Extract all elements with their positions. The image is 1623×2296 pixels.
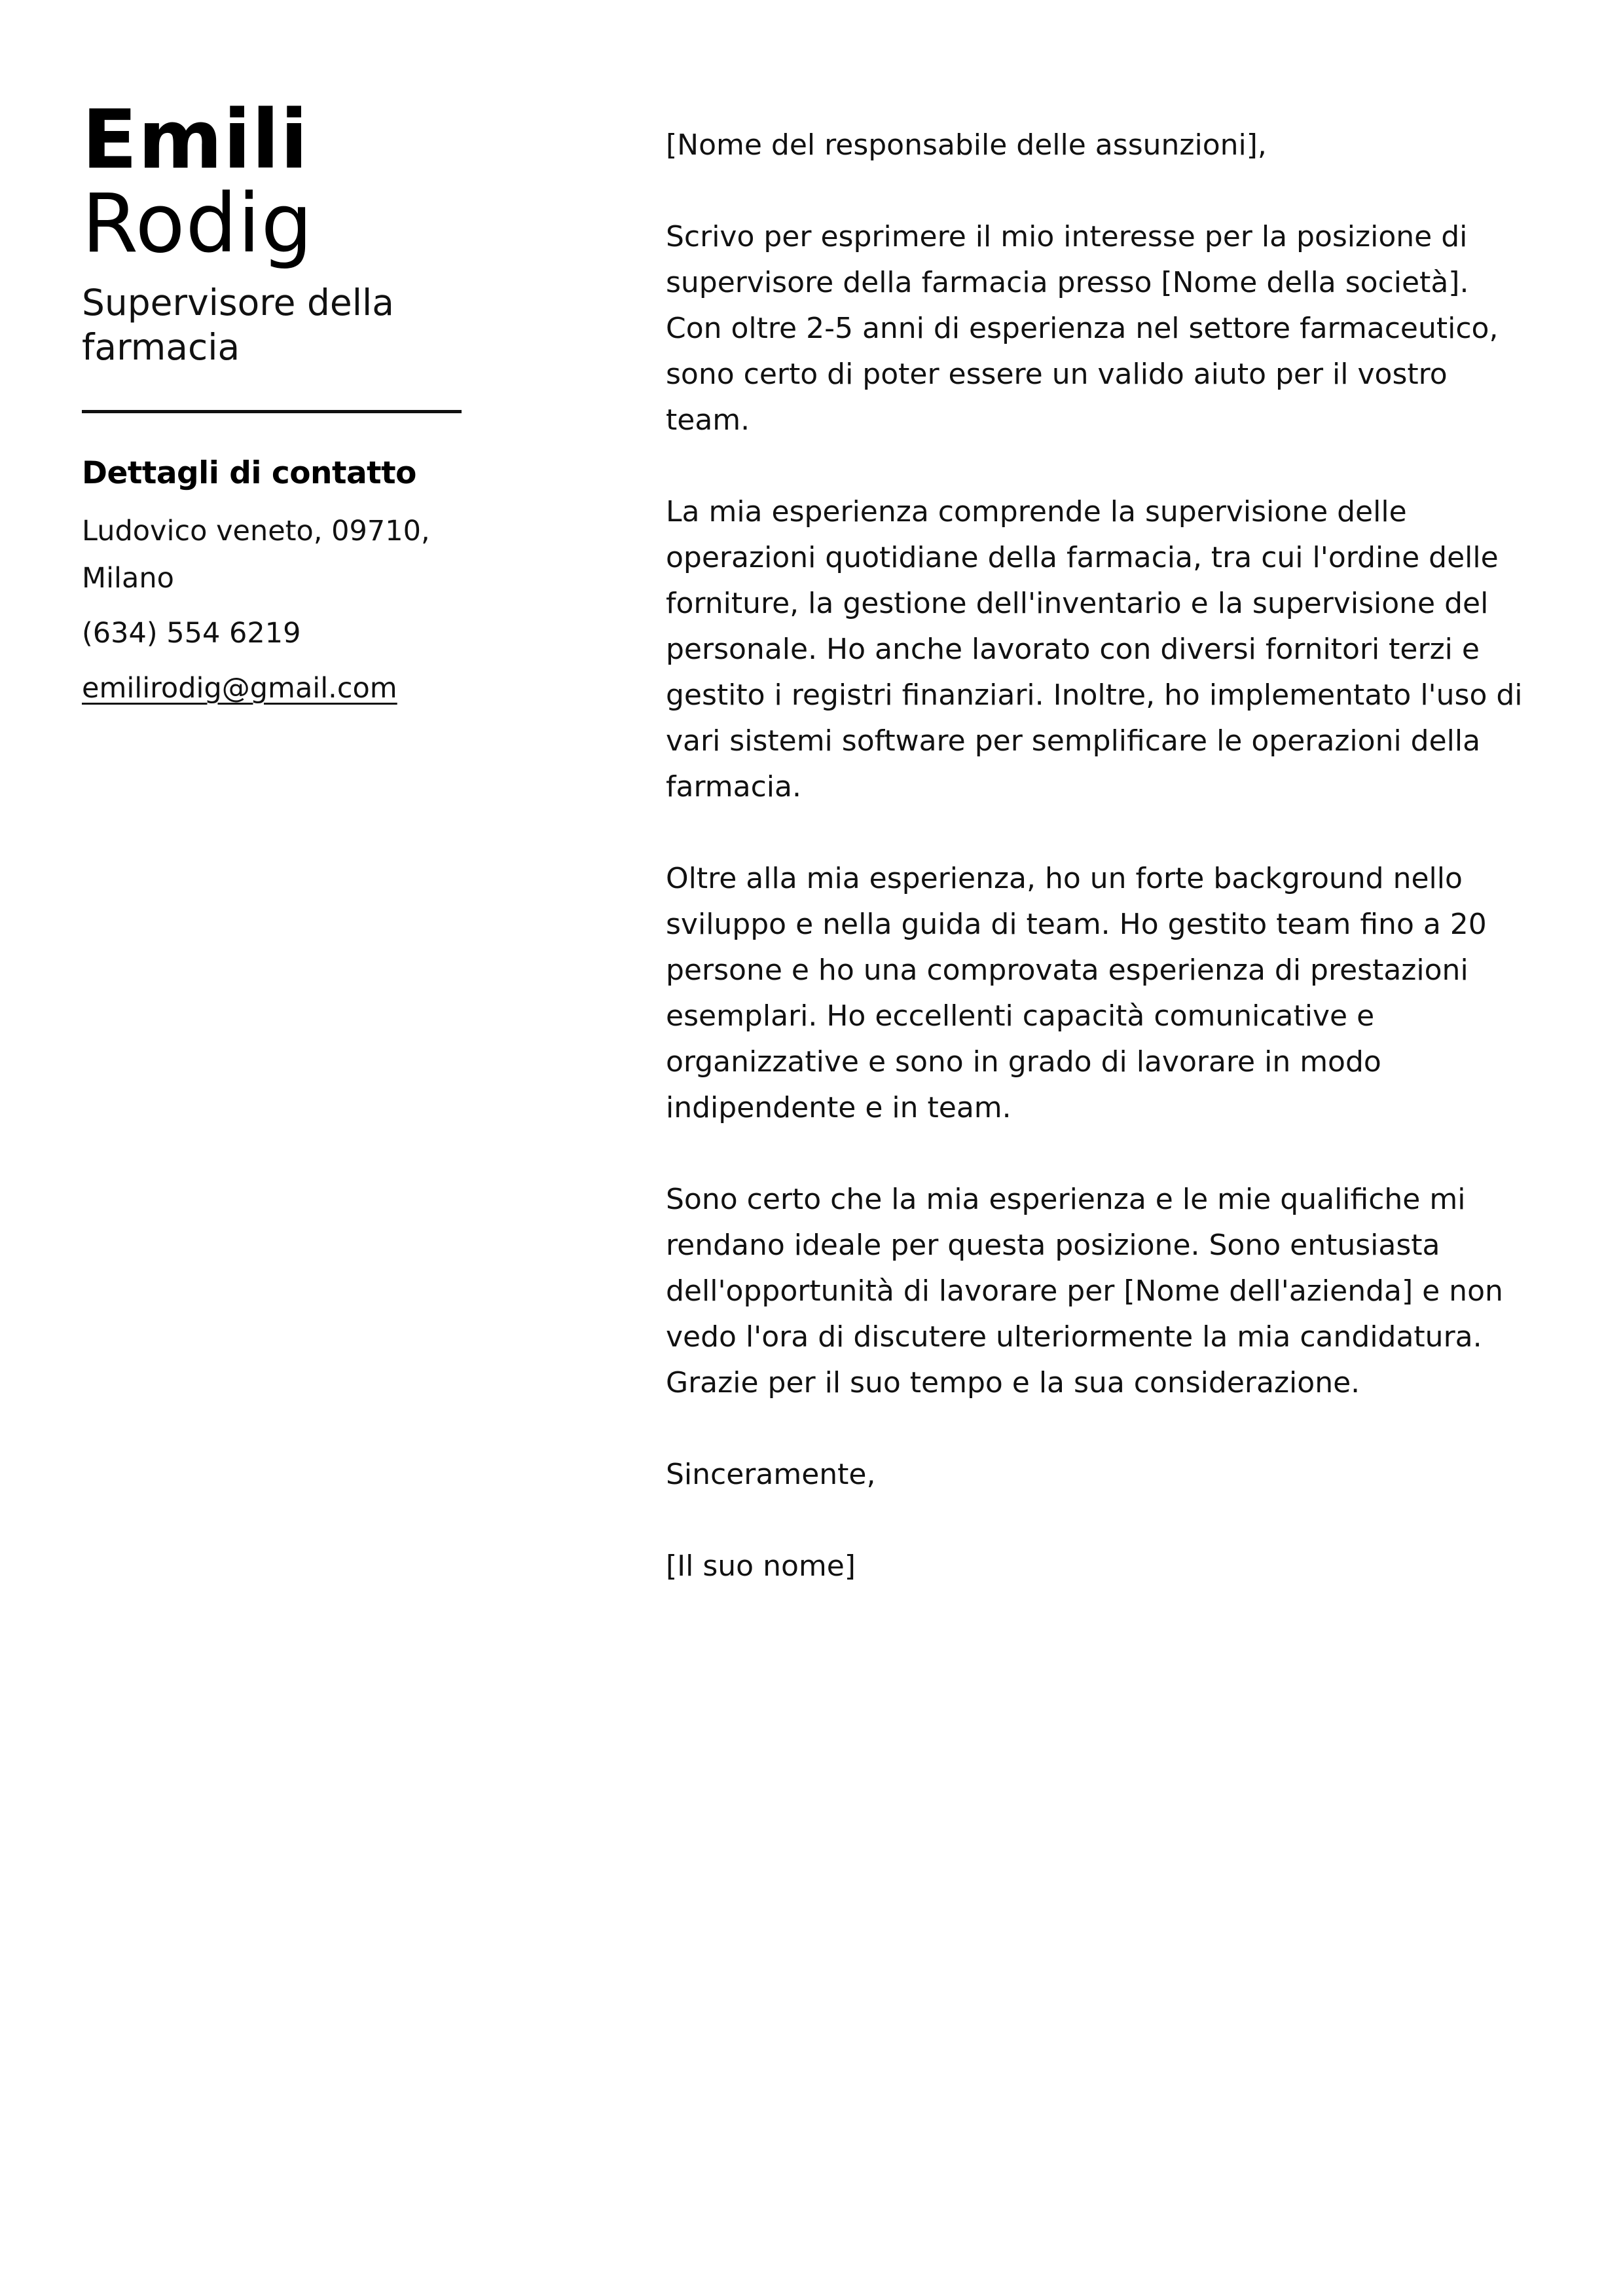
contact-phone: (634) 554 6219: [82, 617, 301, 650]
first-name: Emili: [82, 93, 309, 187]
last-name: Rodig: [82, 177, 314, 271]
job-title: Supervisore della farmacia: [82, 282, 395, 368]
letter-salutation: [Nome del responsabile delle assunzioni],: [666, 128, 1267, 162]
contact-address: Ludovico veneto, 09710, Milano: [82, 515, 430, 595]
contact-email-link[interactable]: emilirodig@gmail.com: [82, 672, 397, 705]
letter-paragraph: Scrivo per esprimere il mio interesse per la posizione di supervisore della farmacia presso [Nome della società]. Con oltre 2-5 anni di esperienza nel settore farmaceutico, sono certo di poter essere un valido aiuto per il vostro team.: [666, 220, 1499, 437]
letter-paragraph: La mia esperienza comprende la supervisione delle operazioni quotidiane della farmacia, tra cui l'ordine delle forniture, la gestione dell'inventario e la supervisione del personale. Ho anche lavorato con diversi fornitori terzi e gestito i registri finanziari. Inoltre, ho implementato l'uso di vari sistemi software per semplificare le operazioni della farmacia.: [666, 495, 1523, 804]
letter-closing: Sinceramente,: [666, 1458, 876, 1491]
sidebar: [82, 93, 475, 712]
contact-heading: Dettagli di contatto: [82, 455, 416, 491]
divider: [82, 410, 462, 413]
letter-paragraph: Sono certo che la mia esperienza e le mie qualifiche mi rendano ideale per questa posizione. Sono entusiasta dell'opportunità di lavorare per [Nome dell'azienda] e non vedo l'ora di discutere ulteriormente la mia candidatura. Grazie per il suo tempo e la sua considerazione.: [666, 1183, 1503, 1399]
letter-paragraph: Oltre alla mia esperienza, ho un forte background nello sviluppo e nella guida di team. Ho gestito team fino a 20 persone e ho una comprovata esperienza di prestazioni esemplari. Ho eccellenti capacità comunicative e organizzative e sono in grado di lavorare in modo indipendente e in team.: [666, 862, 1487, 1124]
letter-signature: [Il suo nome]: [666, 1549, 856, 1583]
letter-body: [666, 122, 1523, 1589]
